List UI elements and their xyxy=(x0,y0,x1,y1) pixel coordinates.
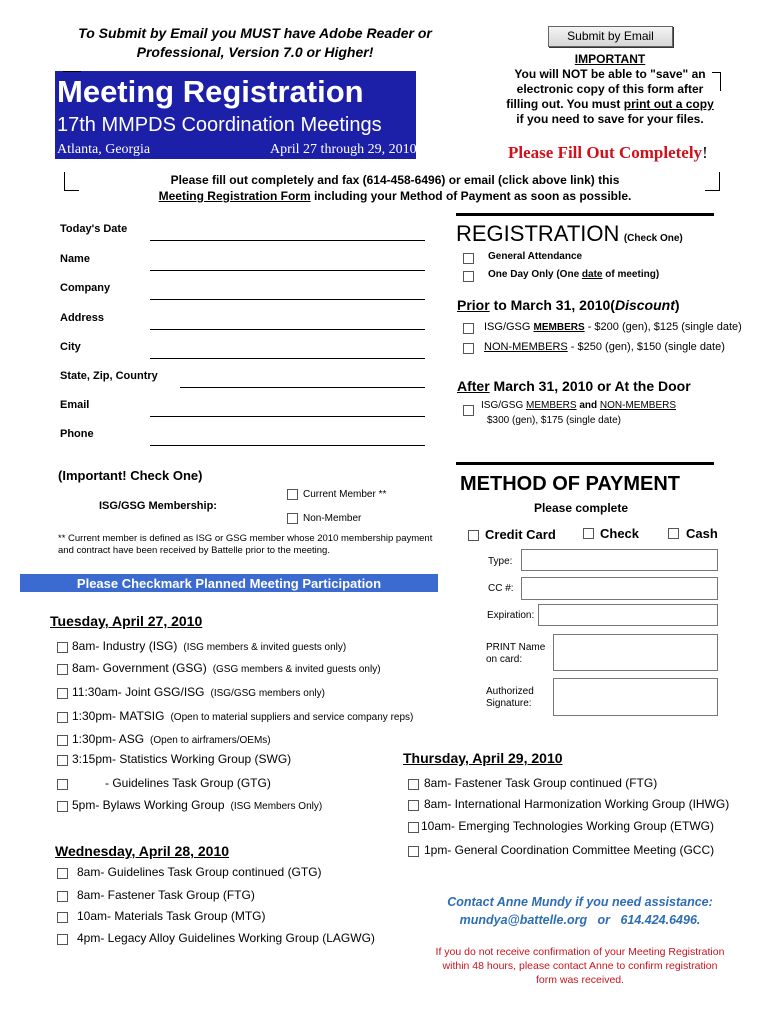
cash-label: Cash xyxy=(686,526,718,541)
registration-title: REGISTRATION xyxy=(456,221,620,246)
tuesday-item-checkbox[interactable] xyxy=(57,688,68,699)
isg-members-checkbox[interactable] xyxy=(463,323,474,334)
tuesday-item-main: 1:30pm- ASG xyxy=(72,732,145,746)
confirmation-block xyxy=(420,945,740,987)
corner-mark xyxy=(712,72,721,91)
important-block xyxy=(490,52,730,127)
tuesday-item-main: - Guidelines Task Group (GTG) xyxy=(105,776,271,790)
membership-heading: (Important! Check One) xyxy=(58,468,203,483)
address-field[interactable] xyxy=(150,329,425,330)
non-members-label xyxy=(484,341,725,353)
conf-line3: form was received. xyxy=(535,974,625,986)
company-label: Company xyxy=(60,282,111,294)
non-members-checkbox[interactable] xyxy=(463,343,474,354)
city-label: City xyxy=(60,341,81,353)
email-field[interactable] xyxy=(150,416,425,417)
tuesday-item xyxy=(72,798,322,812)
thursday-item: 8am- Fastener Task Group continued (FTG) xyxy=(424,776,658,790)
todays-date-field[interactable] xyxy=(150,240,425,241)
type-label: Type: xyxy=(488,556,513,567)
instructions-line1: Please fill out completely and fax (614-458-6496) or email (click above link) this xyxy=(170,173,620,187)
after-b: March 31, 2010 or At the Door xyxy=(489,378,691,394)
non-members-b: - $250 (gen), $150 (single date) xyxy=(567,341,725,353)
wednesday-item-checkbox[interactable] xyxy=(57,912,68,923)
banner-dates: April 27 through 29, 2010 xyxy=(270,142,417,157)
wednesday-item: 4pm- Legacy Alloy Guidelines Working Group (LAGWG) xyxy=(77,931,375,945)
please-fill-note xyxy=(508,143,708,163)
tuesday-item-checkbox[interactable] xyxy=(57,642,68,653)
important-title: IMPORTANT xyxy=(574,52,646,66)
print-name-label xyxy=(486,642,545,666)
contact-phone: 614.424.6496. xyxy=(620,913,701,927)
tuesday-item-checkbox[interactable] xyxy=(57,735,68,746)
after-checkbox[interactable] xyxy=(463,405,474,416)
after-line1-a: ISG/GSG xyxy=(481,400,527,411)
registration-check-one: (Check One) xyxy=(623,233,683,244)
participation-bar: Please Checkmark Planned Meeting Participation xyxy=(20,574,438,592)
tuesday-item-checkbox[interactable] xyxy=(57,664,68,675)
contact-or: or xyxy=(597,913,611,927)
current-member-checkbox[interactable] xyxy=(287,489,298,500)
after-line1-b: MEMBERS xyxy=(526,400,577,411)
payment-rule xyxy=(456,462,714,465)
banner-location: Atlanta, Georgia xyxy=(57,142,151,157)
print-name-1: PRINT Name xyxy=(486,642,546,653)
tuesday-item-main: 8am- Industry (ISG) xyxy=(72,639,178,653)
wednesday-item-checkbox[interactable] xyxy=(57,868,68,879)
submit-notice-line2: Professional, Version 7.0 or Higher! xyxy=(136,44,374,60)
wednesday-item-checkbox[interactable] xyxy=(57,891,68,902)
wednesday-item: 8am- Guidelines Task Group continued (GTG) xyxy=(77,865,322,879)
tuesday-item-checkbox[interactable] xyxy=(57,712,68,723)
address-label: Address xyxy=(60,312,105,324)
tuesday-item xyxy=(72,732,271,746)
state-label: State, Zip, Country xyxy=(60,370,158,382)
contact-line1: Contact Anne Mundy if you need assistance: xyxy=(447,895,713,909)
after-line2: $300 (gen), $175 (single date) xyxy=(487,415,621,426)
one-day-checkbox[interactable] xyxy=(463,271,474,282)
tuesday-item-checkbox[interactable] xyxy=(57,801,68,812)
important-line1: You will NOT be able to "save" an xyxy=(514,67,706,81)
banner-subtitle: 17th MMPDS Coordination Meetings xyxy=(57,114,382,136)
check-checkbox[interactable] xyxy=(583,528,594,539)
tuesday-item-note: (GSG members & invited guests only) xyxy=(212,664,381,675)
isg-members-label xyxy=(484,321,742,333)
prior-heading xyxy=(457,297,680,313)
print-name-field[interactable] xyxy=(553,634,718,671)
tuesday-item-main: 5pm- Bylaws Working Group xyxy=(72,798,225,812)
membership-note-line2: and contract have been received by Battelle prior to the meeting. xyxy=(58,545,330,556)
important-line3 xyxy=(490,97,730,112)
tuesday-item xyxy=(72,752,291,766)
tuesday-item xyxy=(72,661,381,675)
membership-note xyxy=(58,533,432,557)
prior-a: Prior xyxy=(457,297,490,313)
cc-label: CC #: xyxy=(488,583,514,594)
banner-title: Meeting Registration xyxy=(57,74,364,109)
prior-c: Discount xyxy=(614,297,675,313)
after-line1 xyxy=(481,398,676,413)
one-day-c: of meeting) xyxy=(602,269,660,280)
conf-line1: If you do not receive confirmation of your Meeting Registration xyxy=(435,946,725,958)
state-field[interactable] xyxy=(180,387,425,388)
tuesday-item-note: (Open to airframers/OEMs) xyxy=(150,735,271,746)
tuesday-item-main: 3:15pm- Statistics Working Group (SWG) xyxy=(72,752,292,766)
tuesday-item-main: 11:30am- Joint GSG/ISG xyxy=(72,685,205,699)
important-line2: electronic copy of this form after xyxy=(516,82,704,96)
submit-notice-line1: To Submit by Email you MUST have Adobe Reader or xyxy=(78,25,432,41)
tuesday-item-checkbox[interactable] xyxy=(57,755,68,766)
name-field[interactable] xyxy=(150,270,425,271)
please-fill-text: Please Fill Out Completely xyxy=(508,143,703,162)
non-member-checkbox[interactable] xyxy=(287,513,298,524)
instructions-line2-rest: including your Method of Payment as soon as possible. xyxy=(310,189,632,203)
wednesday-item-checkbox[interactable] xyxy=(57,934,68,945)
instructions-line2 xyxy=(80,188,710,204)
banner-corner-mark xyxy=(63,71,81,72)
registration-rule xyxy=(456,213,714,216)
conf-line2: within 48 hours, please contact Anne to confirm registration xyxy=(442,960,718,972)
credit-card-label: Credit Card xyxy=(485,527,556,542)
tuesday-item-note: (ISG Members Only) xyxy=(230,801,323,812)
after-line1-c: and xyxy=(576,400,600,411)
authorized-label xyxy=(486,686,534,710)
city-field[interactable] xyxy=(150,358,425,359)
current-member-label: Current Member ** xyxy=(303,489,387,500)
thursday-item: 8am- International Harmonization Working Group (IHWG) xyxy=(424,797,730,811)
submit-notice xyxy=(60,24,450,62)
phone-label: Phone xyxy=(60,428,94,440)
registration-title-row xyxy=(456,221,683,247)
isg-members-c: - $200 (gen), $125 (single date) xyxy=(584,321,742,333)
isg-members-b: MEMBERS xyxy=(533,322,585,333)
tuesday-item xyxy=(105,776,271,790)
tuesday-item-main: 8am- Government (GSG) xyxy=(72,661,207,675)
tuesday-item-checkbox[interactable] xyxy=(57,779,68,790)
general-attendance-checkbox[interactable] xyxy=(463,253,474,264)
thursday-item-checkbox[interactable] xyxy=(408,779,419,790)
credit-card-checkbox[interactable] xyxy=(468,530,479,541)
payment-title: METHOD OF PAYMENT xyxy=(460,473,681,495)
contact-line2 xyxy=(430,911,730,929)
after-heading xyxy=(457,378,691,394)
authorized-2: Signature: xyxy=(486,698,532,709)
contact-block xyxy=(430,893,730,929)
signature-field[interactable] xyxy=(553,678,718,716)
tuesday-heading: Tuesday, April 27, 2010 xyxy=(50,613,203,629)
tuesday-item xyxy=(72,685,325,699)
thursday-item-checkbox[interactable] xyxy=(408,822,419,833)
thursday-heading: Thursday, April 29, 2010 xyxy=(403,750,563,766)
left-corner-tick xyxy=(64,172,79,191)
please-fill-bang: ! xyxy=(702,143,708,162)
phone-field[interactable] xyxy=(150,445,425,446)
print-name-2: on card: xyxy=(486,654,523,665)
thursday-item: 10am- Emerging Technologies Working Group (ETWG) xyxy=(421,819,715,833)
company-field[interactable] xyxy=(150,299,425,300)
card-type-field[interactable] xyxy=(521,549,718,571)
important-line4: if you need to save for your files. xyxy=(516,112,704,126)
check-label: Check xyxy=(600,526,640,541)
thursday-item-checkbox[interactable] xyxy=(408,846,419,857)
one-day-b: date xyxy=(581,269,603,280)
after-label xyxy=(481,398,676,428)
thursday-item: 1pm- General Coordination Committee Meeting (GCC) xyxy=(424,843,715,857)
tuesday-item-note: (ISG members & invited guests only) xyxy=(183,642,347,653)
todays-date-label: Today's Date xyxy=(60,223,128,235)
membership-label: ISG/GSG Membership: xyxy=(99,500,217,512)
tuesday-item-main: 1:30pm- MATSIG xyxy=(72,709,165,723)
prior-d: ) xyxy=(674,297,680,313)
banner xyxy=(55,71,416,159)
prior-b: to March 31, 2010( xyxy=(489,297,615,313)
wednesday-item: 10am- Materials Task Group (MTG) xyxy=(77,909,266,923)
wednesday-item: 8am- Fastener Task Group (FTG) xyxy=(77,888,255,902)
tuesday-item xyxy=(72,639,346,653)
email-label: Email xyxy=(60,399,90,411)
submit-by-email-button[interactable]: Submit by Email xyxy=(548,26,673,47)
instructions xyxy=(80,172,710,204)
membership-note-line1: ** Current member is defined as ISG or GSG member whose 2010 membership payment xyxy=(58,533,433,544)
tuesday-item-note: (ISG/GSG members only) xyxy=(210,688,325,699)
payment-subtitle: Please complete xyxy=(533,501,629,515)
instructions-form-name: Meeting Registration Form xyxy=(158,189,311,203)
expiration-field[interactable] xyxy=(538,604,718,626)
after-a: After xyxy=(457,378,490,394)
important-line3-b: print out a copy xyxy=(623,97,714,111)
general-attendance-label: General Attendance xyxy=(488,251,583,262)
tuesday-item-note: (Open to material suppliers and service company reps) xyxy=(170,712,414,723)
expiration-label: Expiration: xyxy=(487,610,535,621)
isg-members-a: ISG/GSG xyxy=(484,321,534,333)
cash-checkbox[interactable] xyxy=(668,528,679,539)
name-label: Name xyxy=(60,253,90,265)
contact-email[interactable]: mundya@battelle.org xyxy=(459,913,588,927)
one-day-a: One Day Only (One xyxy=(488,269,582,280)
authorized-1: Authorized xyxy=(486,686,534,697)
wednesday-heading: Wednesday, April 28, 2010 xyxy=(55,843,230,859)
important-line3-a: filling out. You must xyxy=(506,97,624,111)
thursday-item-checkbox[interactable] xyxy=(408,800,419,811)
cc-number-field[interactable] xyxy=(521,577,718,600)
after-line1-d: NON-MEMBERS xyxy=(599,400,677,411)
tuesday-item xyxy=(72,709,413,723)
non-members-a: NON-MEMBERS xyxy=(484,341,568,353)
non-member-label: Non-Member xyxy=(303,513,362,524)
one-day-label xyxy=(488,269,659,280)
